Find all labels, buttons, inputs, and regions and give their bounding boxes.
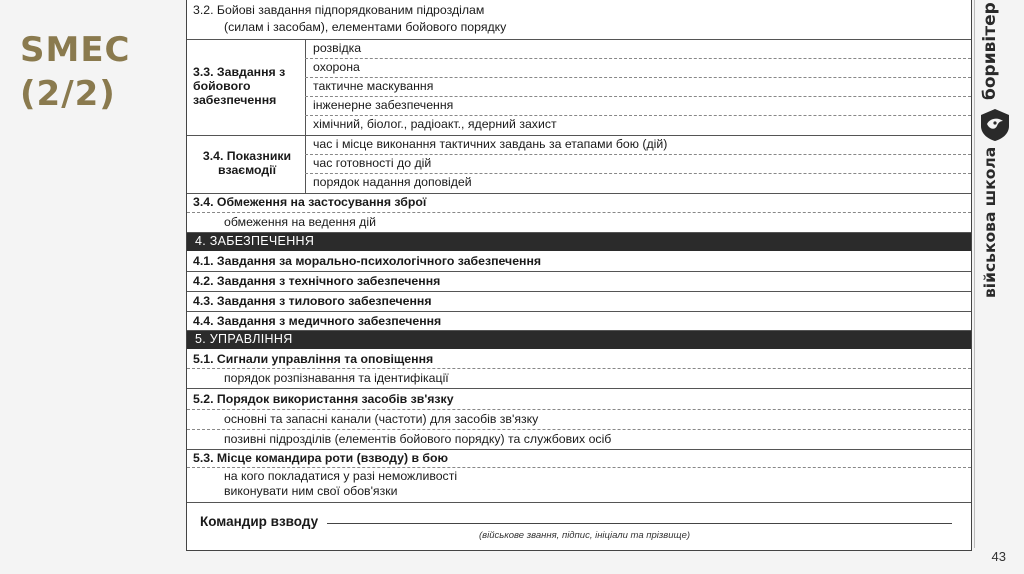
row-3-4-item-text: час готовності до дій [313,156,432,170]
row-3-3-item-text: інженерне забезпечення [313,98,454,112]
row-5-1-title [187,349,971,369]
row-5-3-title [187,450,971,468]
row-3-3-item [305,96,971,116]
row-3-3-item [305,115,971,134]
row-4-4 [187,311,971,331]
row-4-1 [187,251,971,272]
row-3-3-item-text: тактичне маскування [313,79,434,93]
signature-label: Командир взводу [200,514,319,529]
row-5-2-sub-text: позивні підрозділів (елементів бойового порядку) та службових осіб [224,432,612,446]
brand-logo-icon [979,108,1011,142]
row-3-4b-title-text: 3.4. Обмеження на застосування зброї [193,195,427,209]
row-4-4-text: 4.4. Завдання з медичного забезпечення [193,314,442,328]
row-5-2-title-text: 5.2. Порядок використання засобів зв'язку [193,392,454,406]
row-3-2 [187,0,971,40]
row-5-2-title [187,389,971,410]
row-3-4-group [187,135,971,194]
row-3-2-line2: (силам і засобам), елементами бойового порядку [224,20,507,34]
section-4-header [187,233,971,251]
row-3-3-item-text: хімічний, біолог., радіоакт., ядерний захист [313,117,557,131]
slide-title [20,28,170,116]
row-5-1-sub [187,368,971,389]
row-3-4-label: 3.4. Показники взаємодії [202,149,292,177]
row-5-2-sub-text: основні та запасні канали (частоти) для засобів зв'язку [224,412,539,426]
slide-title-line1: SMEC [20,30,131,70]
brand-school: військова школа [981,146,999,298]
brand-name: боривітер [980,2,1000,100]
row-5-3-title-text: 5.3. Місце командира роти (взводу) в бою [193,451,449,465]
row-3-4b-sub-text: обмеження на ведення дій [224,215,376,229]
row-3-3-item [305,58,971,78]
row-3-3-label: 3.3. Завдання з бойового забезпечення [193,65,286,107]
row-4-1-text: 4.1. Завдання за морально-психологічного забезпечення [193,254,542,268]
row-4-3-text: 4.3. Завдання з тилового забезпечення [193,294,432,308]
row-4-3 [187,291,971,312]
row-3-3-item-text: розвідка [313,41,362,55]
row-3-4b-title [187,193,971,213]
row-3-4-item-text: порядок надання доповідей [313,175,472,189]
brand-strip [974,0,1024,574]
slide-title-line2: (2/2) [20,74,116,114]
page-number: 43 [991,549,1006,564]
section-4-title: 4. ЗАБЕЗПЕЧЕННЯ [195,234,315,248]
row-3-2-line1: 3.2. Бойові завдання підпорядкованим підрозділам [193,3,485,17]
row-3-3-item [305,77,971,97]
signature-line [327,523,952,524]
row-4-2 [187,271,971,292]
row-3-4-item [305,135,971,155]
row-5-3-sub-line2: виконувати ним свої обов'язки [224,484,398,498]
row-3-4b-sub [187,212,971,233]
signature-caption: (військове звання, підпис, ініціали та прізвище) [479,530,691,541]
row-3-4-item [305,173,971,192]
row-3-4-item-text: час і місце виконання тактичних завдань за етапами бою (дій) [313,137,668,151]
document-form [186,0,972,551]
row-3-3-item [305,39,971,59]
row-5-1-title-text: 5.1. Сигнали управління та оповіщення [193,352,434,366]
row-3-3-item-text: охорона [313,60,360,74]
row-5-2-sub [187,429,971,450]
row-5-1-sub-text: порядок розпізнавання та ідентифікації [224,371,449,385]
row-3-3-group [187,39,971,136]
row-3-4-item [305,154,971,174]
section-5-header [187,331,971,349]
section-5-title: 5. УПРАВЛІННЯ [195,332,293,346]
row-5-2-sub [187,409,971,430]
row-4-2-text: 4.2. Завдання з технічного забезпечення [193,274,441,288]
row-5-3-sub [187,467,971,503]
row-5-3-sub-line1: на кого покладатися у разі неможливості [224,469,458,483]
